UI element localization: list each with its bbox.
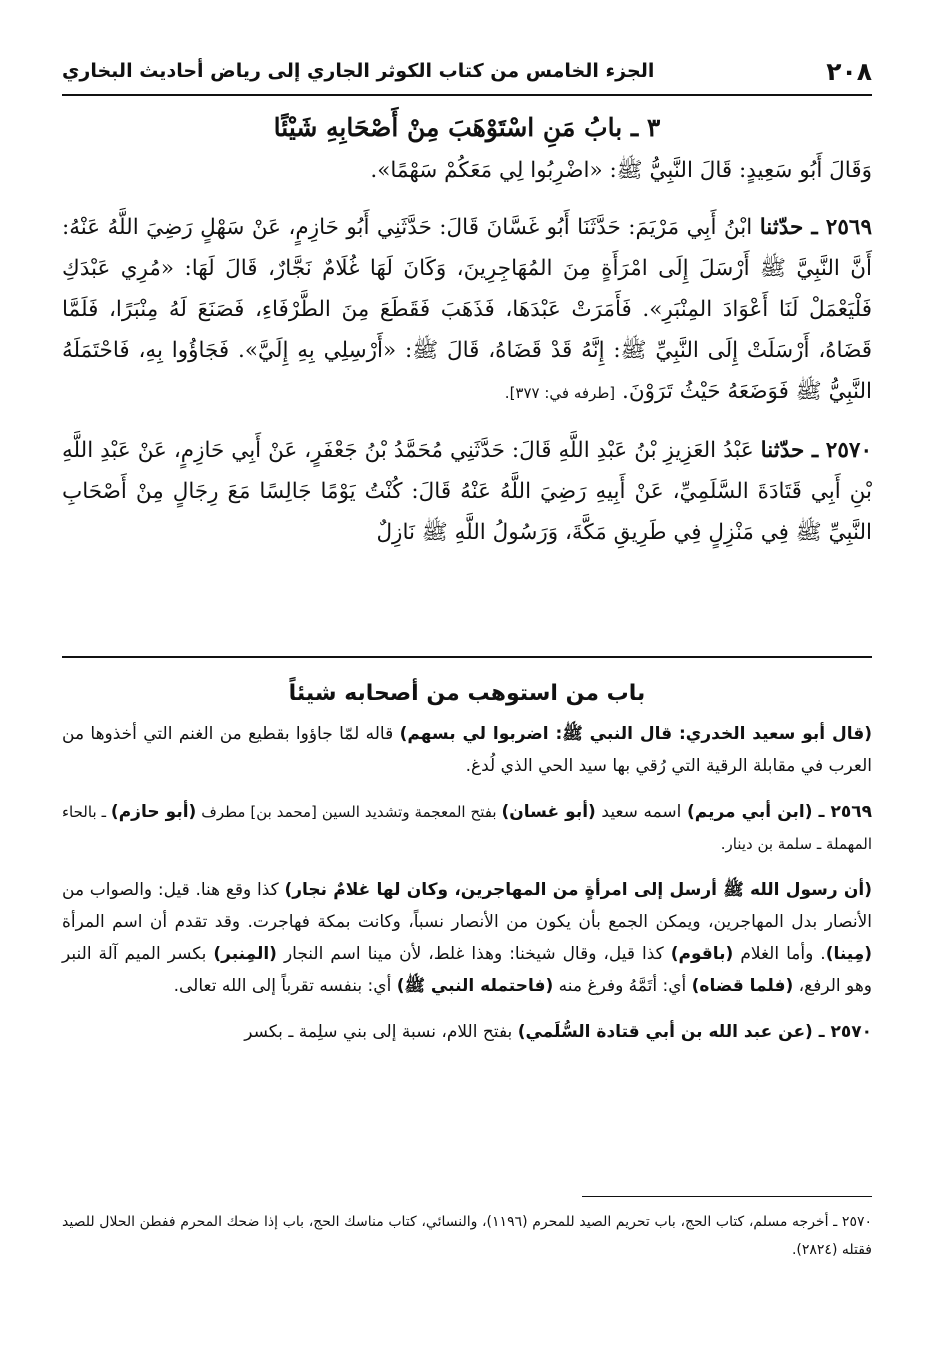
hadith-2569-cross-reference: [طرفه في: ٣٧٧].	[504, 384, 616, 402]
running-title: الجزء الخامس من كتاب الكوثر الجاري إلى رياض أحاديث البخاري	[62, 60, 655, 82]
hadith-text-section	[62, 106, 872, 553]
hadith-2570-number: ٢٥٧٠ ـ حدّثنا	[760, 438, 872, 463]
commentary-text: بفتح المعجمة وتشديد السين [محمد بن] مطرف	[196, 803, 502, 821]
commentary-text: أي: أتَمَّهُ وفرغ منه	[553, 976, 692, 996]
commentary-divider	[62, 656, 872, 658]
commentary-section	[62, 672, 872, 1048]
hadith-2570	[62, 430, 872, 553]
commentary-paragraph	[62, 796, 872, 860]
commentary-paragraph	[62, 1016, 872, 1048]
commentary-text: اسمه سعيد	[595, 802, 687, 822]
commentary-text: بكسر الميم آلة النبر وهو الرفع،	[62, 944, 872, 996]
commentary-lemma: (باقوم)	[670, 944, 734, 964]
commentary-text: بفتح اللام، نسبة إلى بني سلِمة ـ بكسر	[244, 1022, 518, 1042]
footnote-divider	[582, 1196, 872, 1197]
hadith-2570-body: عَبْدُ العَزِيزِ بْنُ عَبْدِ اللَّهِ قَالَ: حَدَّثَنِي مُحَمَّدُ بْنُ جَعْفَرٍ، عَنْ أَبِي حَازِمٍ، عَنْ عَبْدِ اللَّهِ بْنِ أَبِي قَتَادَةَ السَّلَمِيِّ، عَنْ أَبِيهِ رَضِيَ اللَّهُ عَنْهُ قَالَ: كُنْتُ يَوْمًا جَالِسًا مَعَ رِجَالٍ مِنْ أَصْحَابِ النَّبِيِّ ﷺ فِي مَنْزِلٍ فِي طَرِيقِ مَكَّةَ، وَرَسُولُ اللَّهِ ﷺ نَازِلٌ	[62, 438, 872, 545]
commentary-lemma: (قال أبو سعيد الخدري: قال النبي ﷺ: اضربوا لي بسهم)	[399, 724, 872, 744]
hadith-2569-number: ٢٥٦٩ ـ حدّثنا	[759, 215, 872, 240]
footnote-2570: ٢٥٧٠ ـ أخرجه مسلم، كتاب الحج، باب تحريم الصيد للمحرم (١١٩٦)، والنسائي، كتاب مناسك الحج، باب إذا ضحك المحرم ففطن الحلال للصيد فقتله (٢٨٢٤).	[62, 1214, 872, 1258]
commentary-paragraph	[62, 718, 872, 782]
commentary-lemma: ٢٥٧٠ ـ (عن عبد الله بن أبي قتادة السُّلَمي)	[517, 1022, 872, 1042]
page-number: ٢٠٨	[826, 56, 872, 86]
commentary-text: . وأما الغلام	[733, 944, 826, 964]
commentary-text: كذا قيل، وقال شيخنا: وهذا غلط، لأن مينا اسم النجار	[276, 944, 671, 964]
commentary-lemma: (أن رسول الله ﷺ أرسل إلى امرأةٍ من المهاجرين، وكان لها غلامٌ نجار)	[284, 880, 872, 900]
page-header	[62, 50, 872, 92]
commentary-lemma: (أبو غسان)	[501, 802, 596, 822]
hadith-2569	[62, 207, 872, 414]
commentary-lemma: (أبو حازم)	[110, 802, 197, 822]
commentary-lemma: (مِينا)	[825, 944, 873, 964]
commentary-text: أي: بنفسه تقرباً إلى الله تعالى.	[173, 976, 397, 996]
commentary-text: كذا وقع هنا. قيل: والصواب من الأنصار بدل المهاجرين، ويمكن الجمع بأن يكون من الأنصار نسباً، وكانت بمكة فهاجرت. وقد تقدم أن اسم المرأة	[62, 880, 872, 932]
footnote	[62, 1208, 872, 1264]
chapter-heading: ٣ ـ بابُ مَنِ اسْتَوْهَبَ مِنْ أَصْحَابِهِ شَيْئًا	[273, 113, 661, 142]
header-divider	[62, 94, 872, 96]
commentary-paragraph	[62, 874, 872, 1002]
hadith-2569-body: ابْنُ أَبِي مَرْيَمَ: حَدَّثَنَا أَبُو غَسَّانَ قَالَ: حَدَّثَنِي أَبُو حَازِمٍ، عَنْ سَهْلٍ رَضِيَ اللَّهُ عَنْهُ: أَنَّ النَّبِيَّ ﷺ أَرْسَلَ إِلَى امْرَأَةٍ مِنَ المُهَاجِرِينَ، وَكَانَ لَهَا غُلَامٌ نَجَّارٌ، قَالَ لَهَا: «مُرِي عَبْدَكِ فَلْيَعْمَلْ لَنَا أَعْوَادَ المِنْبَرِ». فَأَمَرَتْ عَبْدَهَا، فَذَهَبَ فَقَطَعَ مِنَ الطَّرْفَاءِ، فَصَنَعَ لَهُ مِنْبَرًا، فَلَمَّا قَضَاهُ، أَرْسَلَتْ إِلَى النَّبِيِّ ﷺ: إِنَّهُ قَدْ قَضَاهُ، قَالَ ﷺ: «أَرْسِلِي بِهِ إِلَيَّ». فَجَاؤُوا بِهِ، فَاحْتَمَلَهُ النَّبِيُّ ﷺ فَوَضَعَهُ حَيْثُ تَرَوْنَ.	[62, 215, 872, 404]
commentary-lemma: (المِنبر)	[213, 944, 277, 964]
chapter-intro: وَقَالَ أَبُو سَعِيدٍ: قَالَ النَّبِيُّ ﷺ: «اضْرِبُوا لِي مَعَكُمْ سَهْمًا».	[370, 158, 872, 183]
commentary-heading: باب من استوهب من أصحابه شيئاً	[288, 681, 646, 706]
commentary-lemma: (فاحتمله النبي ﷺ)	[396, 976, 554, 996]
commentary-text: قاله لمّا جاؤوا بقطيع من الغنم التي أخذوها من العرب في مقابلة الرقية التي رُقي بها سيد الحي الذي لُدغ.	[62, 724, 872, 776]
commentary-lemma: ٢٥٦٩ ـ (ابن أبي مريم)	[687, 802, 873, 822]
commentary-text: ـ بالحاء المهملة ـ سلمة بن دينار.	[62, 803, 872, 853]
commentary-lemma: (فلما قضاه)	[691, 976, 794, 996]
